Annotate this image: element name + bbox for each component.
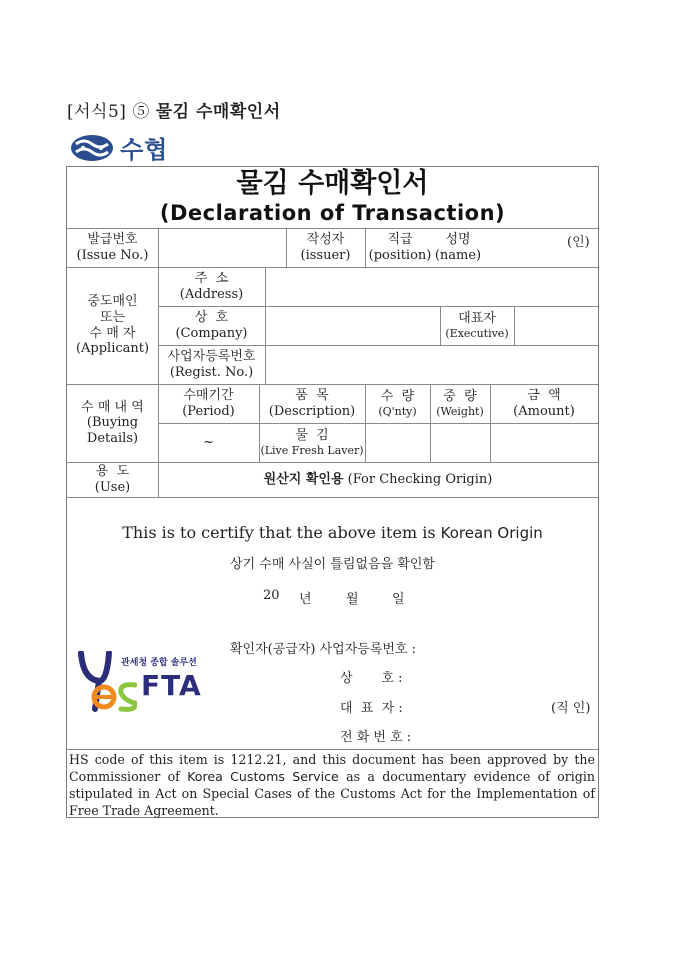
amount-header xyxy=(490,384,598,423)
phone-label: 전 화 번 호 : xyxy=(340,730,412,745)
regist-field[interactable] xyxy=(265,345,598,384)
form-label xyxy=(67,97,281,122)
applicant-l3: 수 매 자 xyxy=(89,325,136,341)
footer-note-1: HS code of this item is 1212.21, and this document has been approved by the Commissioner of xyxy=(69,752,595,784)
executive-label xyxy=(440,306,514,345)
title-korean: 물김 수매확인서 xyxy=(236,168,429,200)
footer-note-kcs: Korea Customs Service xyxy=(187,769,339,784)
footer-note xyxy=(69,751,595,819)
use-value-en: (For Checking Origin) xyxy=(347,471,493,487)
certify-korean: 상기 수매 사실이 틀림없음을 확인함 xyxy=(230,557,435,572)
position-label xyxy=(365,228,435,267)
company-confirm-label: 상 호 : xyxy=(340,671,403,686)
issue-no-ko: 발급번호 xyxy=(87,231,138,247)
desc-en: (Description) xyxy=(268,403,356,419)
applicant-label xyxy=(67,267,158,384)
footer-note-2: as a documentary evidence of origin stipulated in Act on Special Cases of the Customs Act for the Implementation of Free Trade Agreement. xyxy=(69,769,595,818)
yesfta-caption: 관세청 종합 솔루션 xyxy=(121,658,197,668)
regist-ko: 사업자등록번호 xyxy=(167,348,256,364)
position-ko: 직급 xyxy=(387,231,413,247)
executive-en: (Executive) xyxy=(445,326,509,340)
amount-field[interactable] xyxy=(490,423,598,462)
executive-field[interactable] xyxy=(514,306,598,345)
company-en: (Company) xyxy=(175,325,248,341)
confirm-label: 확인자(공급자) 사업자등록번호 : xyxy=(230,642,417,657)
quantity-header xyxy=(365,384,430,423)
issuer-ko: 작성자 xyxy=(306,231,345,247)
certify-en-origin: Korean Origin xyxy=(440,524,543,542)
issue-no-field[interactable] xyxy=(158,228,286,267)
title-block xyxy=(67,167,598,227)
regist-label xyxy=(158,345,265,384)
amount-ko: 금 액 xyxy=(527,387,561,403)
applicant-en: (Applicant) xyxy=(75,341,150,357)
period-value[interactable]: ~ xyxy=(203,434,214,450)
address-field[interactable] xyxy=(265,267,598,306)
qty-ko: 수 량 xyxy=(380,389,415,405)
address-label xyxy=(158,267,265,306)
certify-english xyxy=(67,523,598,542)
form-title: 물김 수매확인서 xyxy=(155,102,281,122)
declaration-form xyxy=(66,166,599,818)
buying-label xyxy=(67,384,158,462)
buying-ko: 수 매 내 역 xyxy=(81,399,144,415)
buying-en2: Details) xyxy=(86,430,139,446)
rep-seal: (직 인) xyxy=(551,701,591,716)
name-label xyxy=(433,228,483,267)
logo-wordmark: 수협 xyxy=(120,136,169,164)
company-field[interactable] xyxy=(265,306,440,345)
item-en: (Live Fresh Laver) xyxy=(260,443,364,457)
name-en: (name) xyxy=(434,247,482,263)
period-header xyxy=(158,384,259,423)
weight-en: (Weight) xyxy=(436,404,484,418)
seal-mark: (인) xyxy=(567,235,590,250)
date-year[interactable]: 20 xyxy=(263,588,280,603)
date-day-label: 일 xyxy=(392,592,405,607)
yesfta-wordmark: FTA xyxy=(141,669,202,702)
applicant-l1: 중도매인 xyxy=(87,294,138,310)
rep-label: 대 표 자 : xyxy=(340,701,403,716)
use-ko: 용 도 xyxy=(95,463,130,479)
period-en: (Period) xyxy=(182,403,235,419)
issue-no-label xyxy=(67,228,158,267)
yesfta-logo xyxy=(77,651,212,715)
weight-field[interactable] xyxy=(430,423,490,462)
qty-en: (Q'nty) xyxy=(378,404,417,418)
description-header xyxy=(259,384,365,423)
form-number: [서식5] xyxy=(67,102,127,122)
company-ko: 상 호 xyxy=(194,309,229,325)
company-label xyxy=(158,306,265,345)
position-en: (position) xyxy=(368,247,432,263)
issuer-en: (issuer) xyxy=(300,247,351,263)
weight-ko: 중 량 xyxy=(443,389,477,405)
desc-ko: 품 목 xyxy=(295,387,329,403)
circled-number: ⑤ xyxy=(132,102,150,122)
use-value-ko: 원산지 확인용 xyxy=(263,471,344,487)
period-ko: 수매기간 xyxy=(183,387,234,403)
regist-en: (Regist. No.) xyxy=(169,364,254,380)
date-month-label: 월 xyxy=(346,592,359,607)
applicant-l2: 또는 xyxy=(99,309,126,325)
use-label xyxy=(67,462,158,497)
address-en: (Address) xyxy=(179,286,244,302)
suhyup-emblem-icon xyxy=(70,134,114,162)
buying-en1: (Buying xyxy=(86,415,139,431)
suhyup-logo xyxy=(70,130,168,165)
title-english: (Declaration of Transaction) xyxy=(159,200,506,225)
quantity-field[interactable] xyxy=(365,423,430,462)
date-year-label: 년 xyxy=(299,592,312,607)
item-ko: 물 김 xyxy=(295,428,329,444)
issuer-label xyxy=(286,228,365,267)
weight-header xyxy=(430,384,490,423)
certify-en-prefix: This is to certify that the above item is xyxy=(122,523,441,542)
item-value xyxy=(259,423,365,462)
address-ko: 주 소 xyxy=(194,270,229,286)
executive-ko: 대표자 xyxy=(458,311,496,327)
name-ko: 성명 xyxy=(445,231,471,247)
use-value xyxy=(158,462,598,497)
amount-en: (Amount) xyxy=(513,403,575,419)
issue-no-en: (Issue No.) xyxy=(76,247,149,263)
use-en: (Use) xyxy=(94,479,131,495)
